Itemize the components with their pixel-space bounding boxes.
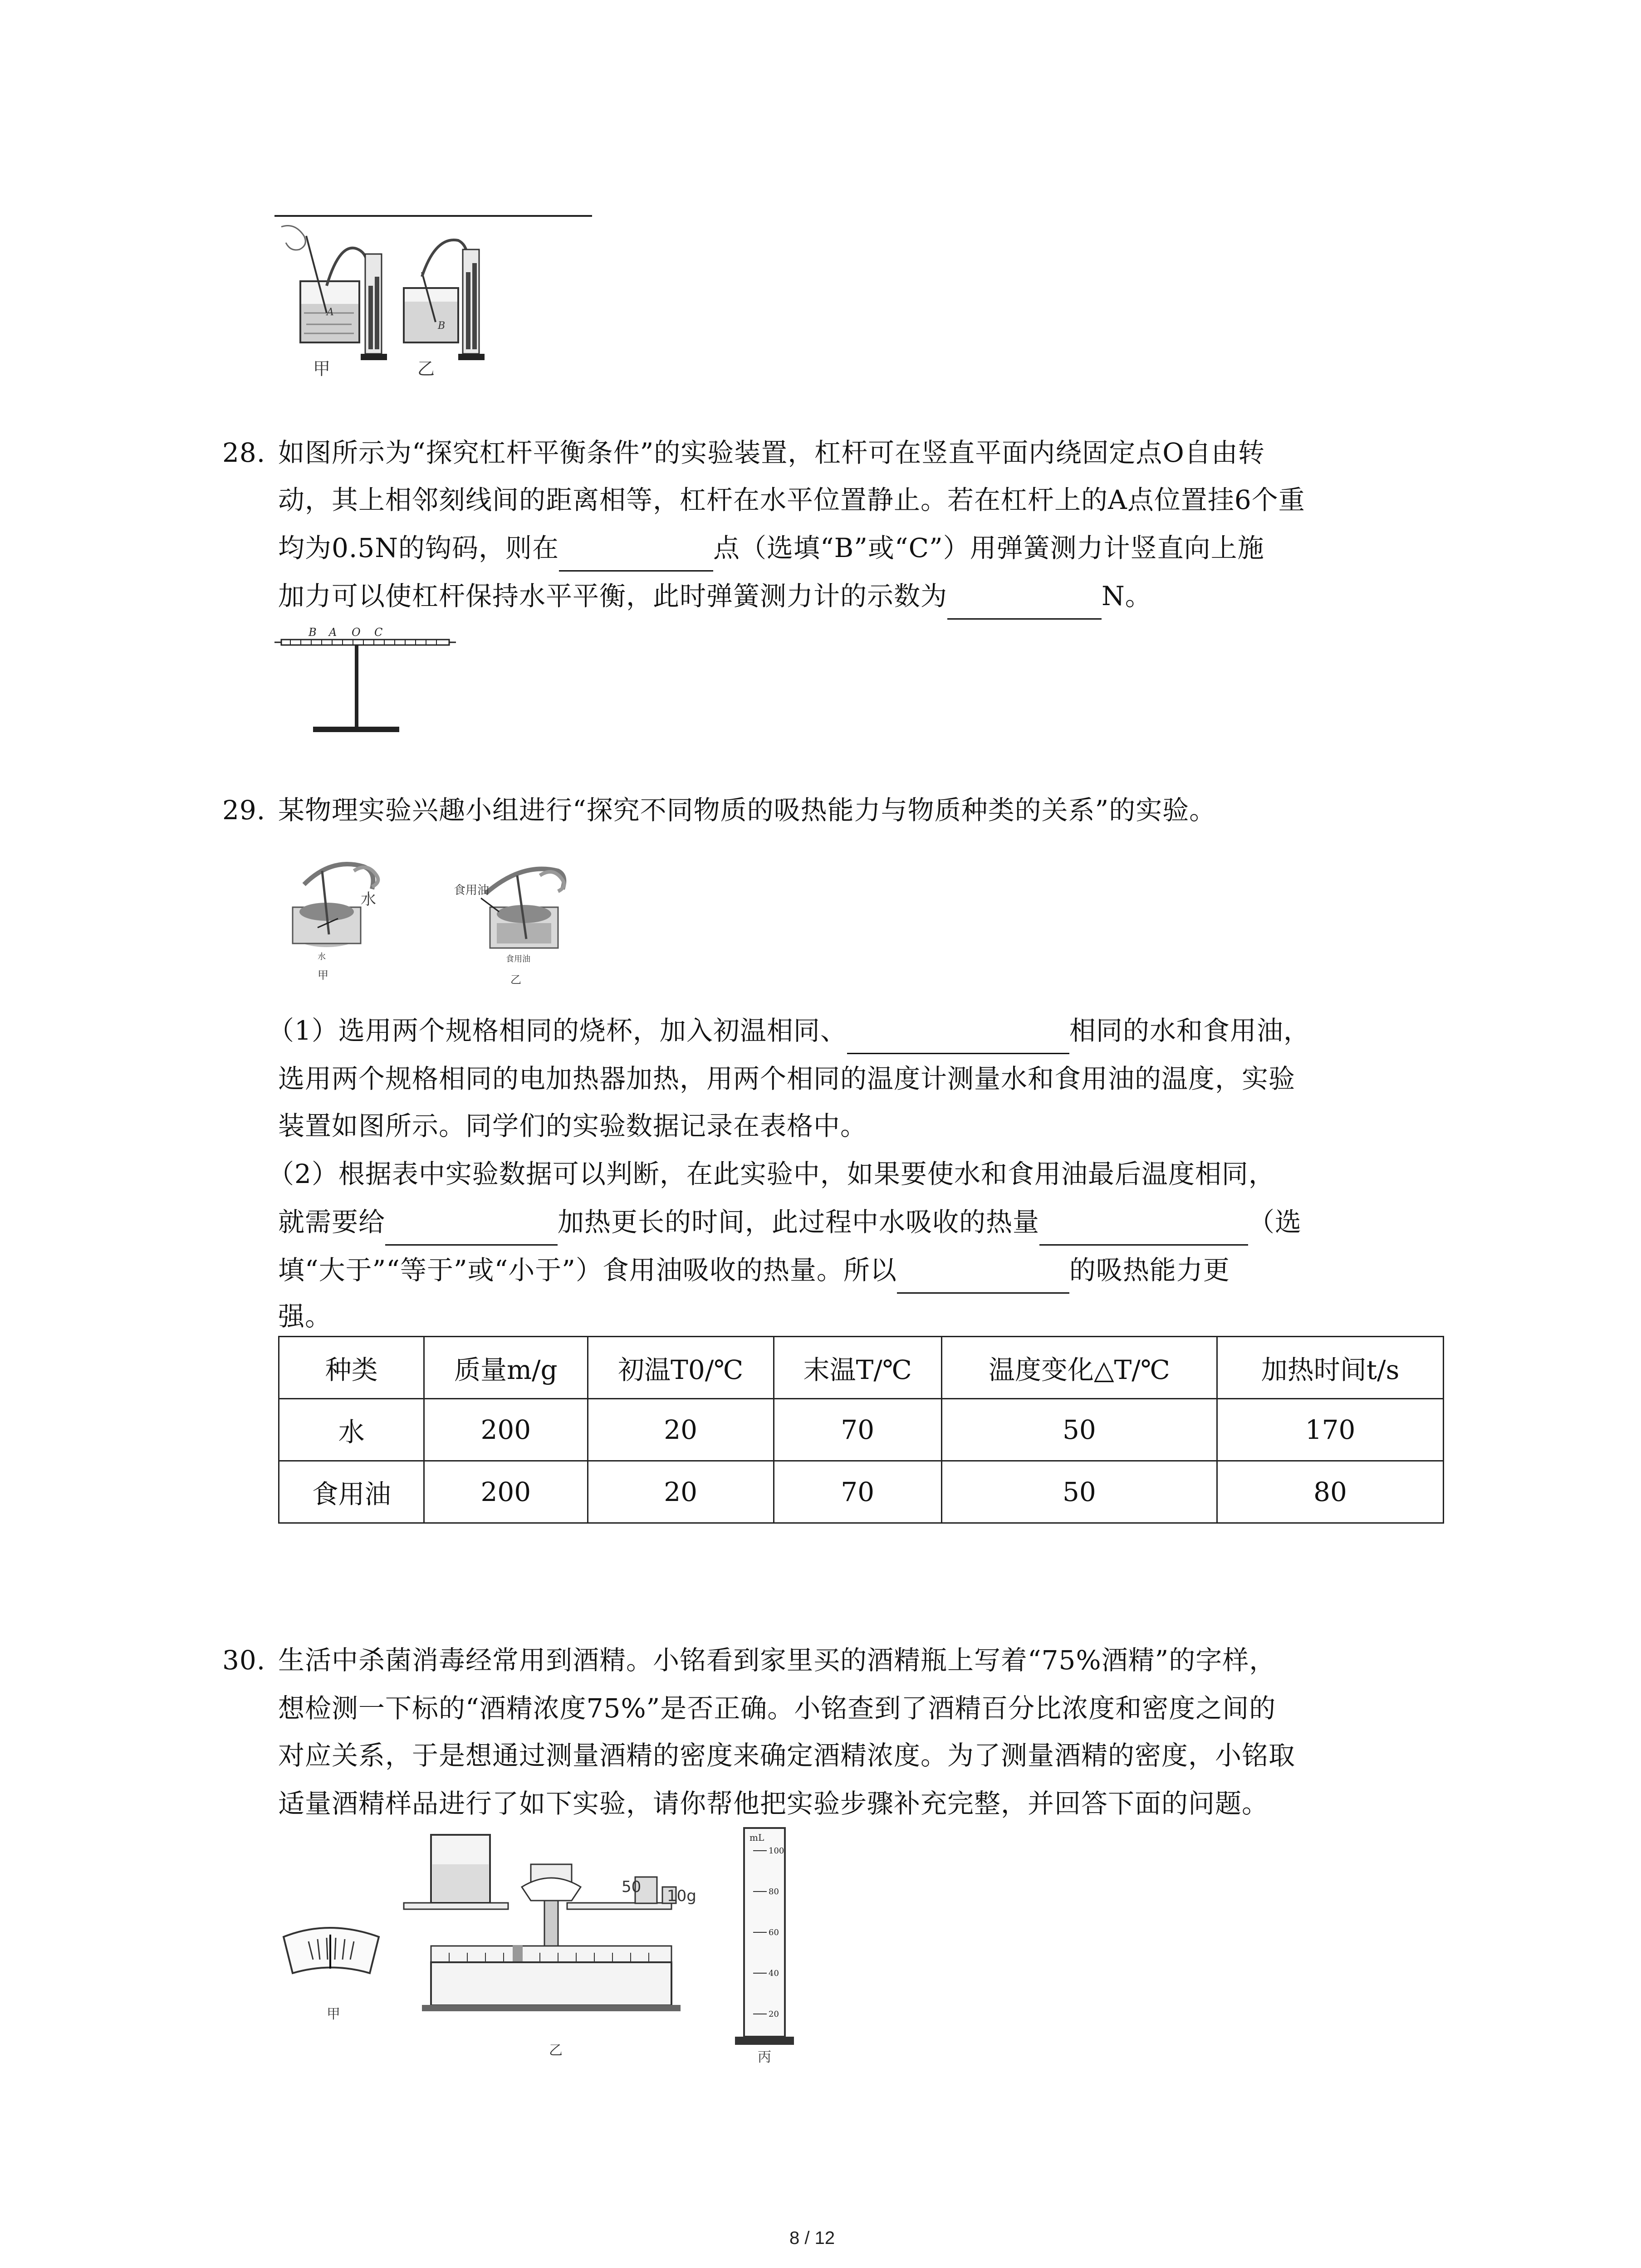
q28-line4b: N。	[1102, 581, 1152, 611]
table-cell: 20	[588, 1461, 774, 1523]
q29-label-oil: 食用油	[454, 884, 490, 897]
q29-blank-mass[interactable]	[847, 1024, 1069, 1054]
table-cell: 80	[1217, 1461, 1444, 1523]
table-cell: 170	[1217, 1399, 1444, 1461]
q27-point-b: B	[438, 320, 446, 332]
q29-blank-stronger[interactable]	[897, 1263, 1069, 1294]
q28-blank-force[interactable]	[947, 589, 1102, 620]
table-cell: 70	[774, 1399, 941, 1461]
q30-cylinder-unit: mL	[749, 1832, 764, 1843]
q29-number: 29.	[222, 795, 266, 826]
q29-p2-line1: （2）根据表中实验数据可以判断，在此实验中，如果要使水和食用油最后温度相同，	[268, 1158, 1275, 1189]
table-header-cell: 质量m/g	[424, 1337, 588, 1399]
q29-p2-line4: 强。	[278, 1301, 332, 1332]
q28-stand-base	[313, 727, 399, 732]
q29-blank-heat-compare[interactable]	[1039, 1215, 1248, 1246]
q28-line4	[278, 572, 1152, 620]
q28-stand-pole	[355, 645, 358, 727]
table-cell: 70	[774, 1461, 941, 1523]
q30-label-10g: 10g	[667, 1887, 696, 1905]
q30-line2: 想检测一下标的“酒精浓度75%”是否正确。小铭查到了酒精百分比浓度和密度之间的	[278, 1693, 1276, 1724]
q28-line3b: 点（选填“B”或“C”）用弹簧测力计竖直向上施	[713, 533, 1264, 563]
q28-line4a: 加力可以使杠杆保持水平平衡，此时弹簧测力计的示数为	[278, 581, 948, 611]
q29-p1-line2: 选用两个规格相同的电加热器加热，用两个相同的温度计测量水和食用油的温度，实验	[278, 1063, 1296, 1094]
q27-label-yi: 乙	[417, 359, 435, 379]
table-row	[279, 1461, 1444, 1523]
table-header-cell: 初温T0/℃	[588, 1337, 774, 1399]
q29-blank-substance[interactable]	[385, 1215, 558, 1246]
q27-label-jia: 甲	[313, 359, 331, 379]
table-header-cell: 末温T/℃	[774, 1337, 941, 1399]
q28-line3	[278, 524, 1264, 572]
table-cell: 200	[424, 1461, 588, 1523]
q29-p2-line3	[278, 1246, 1230, 1294]
table-cell: 20	[588, 1399, 774, 1461]
q29-p2-3b: 的吸热能力更	[1069, 1255, 1230, 1286]
q29-label-jia: 甲	[318, 969, 328, 982]
q30-line3: 对应关系，于是想通过测量酒精的密度来确定酒精浓度。为了测量酒精的密度，小铭取	[278, 1740, 1296, 1771]
table-row	[279, 1399, 1444, 1461]
q30-label-bing: 丙	[758, 2049, 771, 2065]
table-cell: 50	[941, 1461, 1217, 1523]
q29-p1-line3: 装置如图所示。同学们的实验数据记录在表格中。	[278, 1110, 867, 1141]
q27-top-rule	[274, 215, 592, 217]
q29-label-water: 水	[361, 890, 376, 909]
q27-figure	[272, 218, 508, 381]
q30-line4: 适量酒精样品进行了如下实验，请你帮他把实验步骤补充完整，并回答下面的问题。	[278, 1788, 1269, 1819]
q29-p2-3a: 填“大于”“等于”或“小于”）食用油吸收的热量。所以	[278, 1255, 897, 1286]
q29-p2-2a: 就需要给	[278, 1207, 386, 1237]
table-header-cell: 加热时间t/s	[1217, 1337, 1444, 1399]
table-header-row	[279, 1337, 1444, 1399]
q30-label-yi: 乙	[549, 2043, 563, 2058]
cylinder-tick-label: 20	[769, 2009, 779, 2019]
q30-line1: 生活中杀菌消毒经常用到酒精。小铭看到家里买的酒精瓶上写着“75%酒精”的字样，	[278, 1645, 1276, 1676]
q28-label-c: C	[374, 626, 383, 639]
q29-sub-oil: 食用油	[506, 954, 530, 964]
table-header-cell: 种类	[279, 1337, 424, 1399]
q29-p2-2c: （选	[1248, 1207, 1302, 1237]
table-header-cell: 温度变化△T/℃	[941, 1337, 1217, 1399]
q29-p1-a: （1）选用两个规格相同的烧杯，加入初温相同、	[268, 1015, 847, 1046]
cylinder-tick-label: 60	[769, 1928, 779, 1937]
table-cell: 50	[941, 1399, 1217, 1461]
q28-lever-bar	[281, 640, 449, 645]
q28-blank-point[interactable]	[559, 541, 713, 572]
q29-p2-2b: 加热更长的时间，此过程中水吸收的热量	[558, 1207, 1040, 1237]
cylinder-tick-label: 40	[769, 1969, 779, 1978]
table-cell: 食用油	[279, 1461, 424, 1523]
table-cell: 水	[279, 1399, 424, 1461]
q28-number: 28.	[222, 437, 266, 468]
q30-label-50: 50	[622, 1878, 642, 1896]
q29-sub-water: 水	[318, 952, 326, 962]
q29-p1-line1	[268, 1007, 1310, 1054]
cylinder-tick-label: 100	[769, 1846, 784, 1856]
q28-line1: 如图所示为“探究杠杆平衡条件”的实验装置，杠杆可在竖直平面内绕固定点O自由转	[278, 437, 1265, 468]
page-number: 8 / 12	[789, 2228, 835, 2248]
q28-label-o: O	[352, 626, 361, 639]
table-cell: 200	[424, 1399, 588, 1461]
q30-label-jia: 甲	[327, 2006, 340, 2022]
q29-p2-line2	[278, 1198, 1302, 1246]
q29-p1-b: 相同的水和食用油，	[1069, 1015, 1310, 1046]
q28-label-a: A	[329, 626, 337, 639]
q28-line2: 动，其上相邻刻线间的距离相等，杠杆在水平位置静止。若在杠杆上的A点位置挂6个重	[278, 484, 1305, 515]
q28-line3a: 均为0.5N的钩码，则在	[278, 533, 559, 563]
q30-number: 30.	[222, 1645, 266, 1676]
q28-lever-figure	[272, 621, 463, 744]
q30-balance-base	[431, 1962, 671, 2005]
cylinder-tick-label: 80	[769, 1887, 779, 1897]
q28-label-b: B	[309, 626, 317, 639]
q27-point-a: A	[327, 307, 334, 318]
q29-intro: 某物理实验兴趣小组进行“探究不同物质的吸热能力与物质种类的关系”的实验。	[278, 795, 1216, 826]
q29-figure	[286, 844, 640, 998]
q29-label-yi: 乙	[510, 973, 521, 986]
q29-data-table	[278, 1336, 1444, 1524]
